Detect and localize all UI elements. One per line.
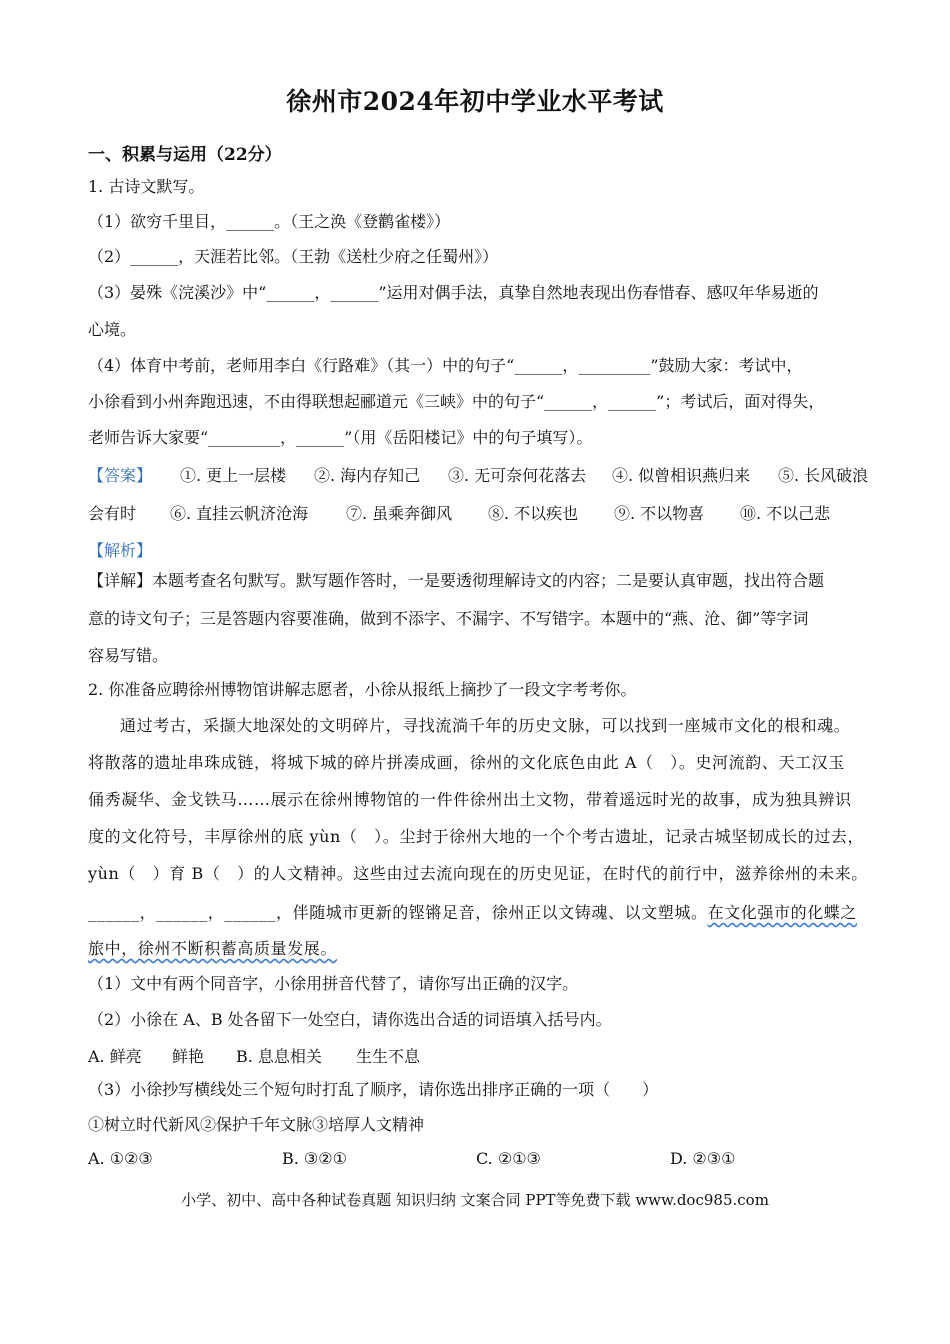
q1-part4: （4）体育中考前，老师用李白《行路难》（其一）中的句子“______，_________”鼓励大家：考试中， [88, 356, 803, 375]
q1-part3: （3）晏殊《浣溪沙》中“______，______”运用对偶手法，真挚自然地表现出伤春惜春、感叹年华易逝的 [88, 283, 819, 302]
answer-item: ⑨. 不以物喜 [614, 504, 705, 523]
answer-item: 会有时 [88, 504, 137, 523]
answer-item: ⑧. 不以疾也 [488, 504, 579, 523]
passage-line: 通过考古，采撷大地深处的文明碎片，寻找流淌千年的历史文脉，可以找到一座城市文化的根和魂。 [120, 716, 851, 735]
option: 鲜艳 [172, 1047, 205, 1066]
passage-line: 俑秀凝华、金戈铁马……展示在徐州博物馆的一件件徐州出土文物，带着遥远时光的故事，成为独具辨识 [88, 790, 852, 809]
q1-part4-cont: 小徐看到小州奔跑迅速，不由得联想起郦道元《三峡》中的句子“______，______”；考试后，面对得失， [88, 392, 825, 411]
option: B. ③②① [282, 1149, 347, 1168]
option: A. ①②③ [88, 1149, 153, 1168]
answer-item: ⑩. 不以己悲 [740, 504, 831, 523]
analysis-tag: 【解析】 [88, 541, 153, 560]
option: B. 息息相关 [236, 1047, 322, 1066]
passage-line: 度的文化符号，丰厚徐州的底 yùn（ ）。尘封于徐州大地的一个个考古遗址，记录古城坚韧成长的过去， [88, 827, 865, 846]
option: A. 鲜亮 [88, 1047, 142, 1066]
q2-sub3: （3）小徐抄写横线处三个短句时打乱了顺序，请你选出排序正确的一项（ ） [88, 1080, 659, 1099]
section-heading: 一、积累与运用（22分） [88, 145, 282, 165]
page-footer: 小学、初中、高中各种试卷真题 知识归纳 文案合同 PPT等免费下载 www.doc985.com [181, 1191, 769, 1209]
q2-sub1: （1）文中有两个同音字，小徐用拼音代替了，请你写出正确的汉字。 [88, 974, 579, 993]
analysis-line: 意的诗文句子；三是答题内容要准确，做到不添字、不漏字、不写错字。本题中的“燕、沧、御”等字词 [88, 609, 809, 628]
q1-part2: （2）______，天涯若比邻。（王勃《送杜少府之任蜀州》） [88, 247, 499, 266]
passage-line: yùn（ ）育 B（ ）的人文精神。这些由过去流向现在的历史见证，在时代的前行中，滋养徐州的未来。 [88, 864, 868, 883]
option: D. ②③① [670, 1149, 736, 1168]
wavy-underlined-text: 在文化强市的化蝶之 [707, 903, 858, 922]
analysis-line: 【详解】本题考查名句默写。默写题作答时，一是要透彻理解诗文的内容；二是要认真审题，找出符合题 [88, 571, 825, 590]
answer-item: ④. 似曾相识燕归来 [612, 466, 751, 485]
wavy-underlined-text: 旅中，徐州不断积蓄高质量发展。 [88, 939, 338, 958]
answer-item: ⑤. 长风破浪 [778, 466, 869, 485]
answer-tag: 【答案】 [88, 466, 153, 485]
answer-item: ①. 更上一层楼 [180, 466, 287, 485]
option: C. ②①③ [476, 1149, 541, 1168]
answer-item: ⑥. 直挂云帆济沧海 [170, 504, 309, 523]
option: 生生不息 [356, 1047, 421, 1066]
q1-part3-cont: 心境。 [88, 320, 137, 339]
passage-line [88, 902, 857, 924]
q2-sub2: （2）小徐在 A、B 处各留下一处空白，请你选出合适的词语填入括号内。 [88, 1010, 612, 1029]
passage-line: 将散落的遗址串珠成链，将城下城的碎片拼凑成画，徐州的文化底色由此 A（ ）。史河流韵、天工汉玉 [88, 753, 845, 772]
q1-stem: 1. 古诗文默写。 [88, 177, 205, 196]
q2-stem: 2. 你准备应聘徐州博物馆讲解志愿者，小徐从报纸上摘抄了一段文字考考你。 [88, 680, 637, 699]
passage-text: ______，______，______，伴随城市更新的铿锵足音，徐州正以文铸魂、以文塑城。 [88, 903, 708, 922]
answer-item: ③. 无可奈何花落去 [448, 466, 587, 485]
answer-item: ⑦. 虽乘奔御风 [346, 504, 453, 523]
page-title: 徐州市2024年初中学业水平考试 [286, 87, 664, 116]
q2-sub3-items: ①树立时代新风②保护千年文脉③培厚人文精神 [88, 1115, 425, 1134]
analysis-line: 容易写错。 [88, 646, 169, 665]
answer-item: ②. 海内存知己 [314, 466, 421, 485]
q1-part1: （1）欲穷千里目，______。（王之涣《登鹳雀楼》） [88, 212, 451, 231]
q1-part4-cont2: 老师告诉大家要“_________，______”（用《岳阳楼记》中的句子填写）。 [88, 428, 593, 447]
passage-line [88, 938, 337, 960]
